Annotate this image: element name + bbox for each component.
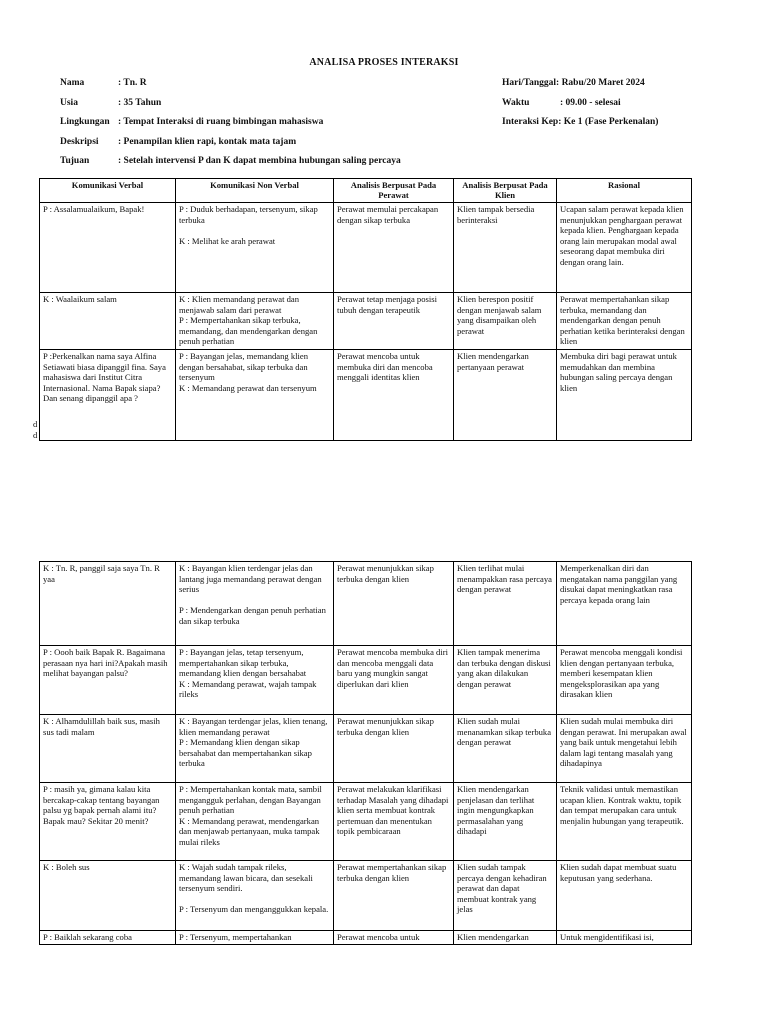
meta-row-waktu — [502, 98, 702, 118]
cell-verbal: P : Oooh baik Bapak R. Bagaimana perasaan nya hari ini?Apakah masih melihat bayangan palsu? — [40, 646, 176, 715]
cell-non-verbal: P : Bayangan jelas, memandang klien dengan bersahabat, sikap terbuka dan tersenyum K : Memandang perawat dan tersenyum — [176, 350, 334, 441]
meta-row-usia — [60, 98, 500, 118]
meta-value: : 35 Tahun — [118, 97, 162, 108]
meta-label: Usia — [60, 97, 78, 108]
interaction-table-page-2 — [39, 561, 692, 945]
meta-value: : Rabu/20 Maret 2024 — [556, 78, 645, 88]
table-row — [40, 715, 692, 783]
meta-label: Deskripsi — [60, 136, 99, 147]
header-analisis-klien: Analisis Berpusat Pada Klien — [454, 179, 557, 203]
cell-analisis-perawat: Perawat mencoba untuk — [334, 931, 454, 945]
cell-analisis-klien: Klien tampak menerima dan terbuka dengan diskusi yang akan dilakukan dengan perawat — [454, 646, 557, 715]
cell-analisis-perawat: Perawat tetap menjaga posisi tubuh dengan terapeutik — [334, 293, 454, 350]
meta-label: Tujuan — [60, 156, 90, 166]
cell-rasional: Memperkenalkan diri dan mengatakan nama panggilan yang disukai dapat meningkatkan rasa percaya kepada orang lain — [557, 562, 692, 646]
cell-analisis-klien: Klien mendengarkan pertanyaan perawat — [454, 350, 557, 441]
cell-analisis-klien: Klien terlihat mulai menampakkan rasa percaya dengan perawat — [454, 562, 557, 646]
table-row — [40, 861, 692, 931]
meta-value: : Penampilan klien rapi, kontak mata tajam — [118, 136, 297, 147]
table-row — [40, 783, 692, 861]
cell-non-verbal: K : Klien memandang perawat dan menjawab salam dari perawat P : Mempertahankan sikap terbuka, memandang, dan mendengarkan dengan penuh perhatian — [176, 293, 334, 350]
cell-non-verbal: K : Wajah sudah tampak rileks, memandang lawan bicara, dan sesekali tersenyum sendiri. P : Tersenyum dan menganggukkan kepala. — [176, 861, 334, 931]
meta-value: : Tn. R — [118, 78, 147, 88]
meta-label: Hari/Tanggal — [502, 78, 557, 88]
meta-row-nama — [60, 78, 500, 98]
interaction-table-page-1 — [39, 178, 692, 441]
cell-rasional: Membuka diri bagi perawat untuk memudahkan dan membina hubungan saling percaya dengan klien — [557, 350, 692, 441]
cell-verbal: K : Boleh sus — [40, 861, 176, 931]
cell-verbal: P : Assalamualaikum, Bapak! — [40, 203, 176, 293]
cell-verbal: P : masih ya, gimana kalau kita bercakap-cakap tentang bayangan palsu yg bapak pernah alami itu? Bapak mau? Sekitar 20 menit? — [40, 783, 176, 861]
patient-info — [60, 78, 500, 176]
cell-analisis-klien: Klien sudah tampak percaya dengan kehadiran perawat dan dapat membuat kontrak yang jelas — [454, 861, 557, 931]
cell-rasional: Untuk mengidentifikasi isi, — [557, 931, 692, 945]
header-rasional: Rasional — [557, 179, 692, 203]
meta-value: : 09.00 - selesai — [560, 97, 621, 108]
meta-label: Interaksi Kep — [502, 117, 559, 127]
cell-non-verbal: K : Bayangan terdengar jelas, klien tenang, klien memandang perawat P : Memandang klien dengan sikap bersahabat dan mempertahankan sikap terbuka — [176, 715, 334, 783]
meta-row-tujuan — [60, 156, 500, 176]
meta-row-deskripsi — [60, 137, 500, 157]
cell-analisis-klien: Klien tampak bersedia berinteraksi — [454, 203, 557, 293]
cell-analisis-perawat: Perawat menunjukkan sikap terbuka dengan klien — [334, 715, 454, 783]
meta-label: Nama — [60, 78, 85, 88]
cell-analisis-perawat: Perawat melakukan klarifikasi terhadap Masalah yang dihadapi klien serta membuat kontrak pertemuan dan menentukan topik pembicaraan — [334, 783, 454, 861]
page-title: ANALISA PROSES INTERAKSI — [309, 57, 459, 68]
meta-label: Waktu — [502, 97, 530, 108]
meta-row-hari-tanggal — [502, 78, 702, 98]
cell-rasional: Teknik validasi untuk memastikan ucapan klien. Kontrak waktu, topik dan tempat merupakan cara untuk menjalin hubungan yang terapeutik. — [557, 783, 692, 861]
table-row — [40, 203, 692, 293]
cell-analisis-klien: Klien mendengarkan — [454, 931, 557, 945]
meta-row-lingkungan — [60, 117, 500, 137]
cell-analisis-perawat: Perawat mencoba membuka diri dan mencoba menggali data baru yang mungkin sangat diperlukan dari klien — [334, 646, 454, 715]
meta-label: Lingkungan — [60, 117, 110, 127]
cell-analisis-perawat: Perawat mempertahankan sikap terbuka dengan klien — [334, 861, 454, 931]
cell-rasional: Ucapan salam perawat kepada klien menunjukkan penghargaan perawat kepada klien. Penghargaan kepada orang lain merupakan modal awal seseorang dapat membuka diri dengan orang lain. — [557, 203, 692, 293]
cell-non-verbal: P : Mempertahankan kontak mata, sambil mengangguk perlahan, dengan Bayangan penuh perhatian K : Memandang perawat, mendengarkan dan menjawab pertanyaan, muka tampak mulai rileks — [176, 783, 334, 861]
table-header-row — [40, 179, 692, 203]
header-analisis-perawat: Analisis Berpusat Pada Perawat — [334, 179, 454, 203]
cell-non-verbal: P : Tersenyum, mempertahankan — [176, 931, 334, 945]
cell-analisis-klien: Klien berespon positif dengan menjawab salam yang disampaikan oleh perawat — [454, 293, 557, 350]
cell-analisis-klien: Klien mendengarkan penjelasan dan terlihat ingin mengungkapkan permasalahan yang dihadapi — [454, 783, 557, 861]
cell-verbal: K : Waalaikum salam — [40, 293, 176, 350]
cell-non-verbal: P : Duduk berhadapan, tersenyum, sikap terbuka K : Melihat ke arah perawat — [176, 203, 334, 293]
session-info — [502, 78, 702, 137]
margin-mark: d — [33, 430, 38, 440]
cell-analisis-klien: Klien sudah mulai menanamkan sikap terbuka dengan perawat — [454, 715, 557, 783]
cell-rasional: Perawat mempertahankan sikap terbuka, memandang dan mendengarkan dengan penuh perhatian ketika berinteraksi dengan klien — [557, 293, 692, 350]
table-row — [40, 931, 692, 945]
cell-verbal: K : Alhamdulillah baik sus, masih sus tadi malam — [40, 715, 176, 783]
cell-verbal: K : Tn. R, panggil saja saya Tn. R yaa — [40, 562, 176, 646]
table-row — [40, 350, 692, 441]
header-komunikasi-non-verbal: Komunikasi Non Verbal — [176, 179, 334, 203]
table-row — [40, 646, 692, 715]
meta-value: : Ke 1 (Fase Perkenalan) — [558, 117, 659, 127]
table-row — [40, 562, 692, 646]
header-komunikasi-verbal: Komunikasi Verbal — [40, 179, 176, 203]
cell-verbal: P :Perkenalkan nama saya Alfina Setiawati biasa dipanggil fina. Saya mahasiswa dari Institut Citra Internasional. Nama Bapak siapa?Dan senang dipanggil apa ? — [40, 350, 176, 441]
cell-rasional: Klien sudah dapat membuat suatu keputusan yang sederhana. — [557, 861, 692, 931]
cell-verbal: P : Baiklah sekarang coba — [40, 931, 176, 945]
cell-rasional: Klien sudah mulai membuka diri dengan perawat. Ini merupakan awal yang baik untuk mengetahui lebih dalam lagi tentang masalah yang dihadapinya — [557, 715, 692, 783]
cell-analisis-perawat: Perawat menunjukkan sikap terbuka dengan klien — [334, 562, 454, 646]
cell-analisis-perawat: Perawat mencoba untuk membuka diri dan mencoba menggali identitas klien — [334, 350, 454, 441]
cell-non-verbal: K : Bayangan klien terdengar jelas dan lantang juga memandang perawat dengan serius P : Mendengarkan dengan penuh perhatian dan sikap terbuka — [176, 562, 334, 646]
meta-value: : Tempat Interaksi di ruang bimbingan mahasiswa — [118, 117, 324, 127]
cell-analisis-perawat: Perawat memulai percakapan dengan sikap terbuka — [334, 203, 454, 293]
meta-value: : Setelah intervensi P dan K dapat membina hubungan saling percaya — [118, 156, 401, 166]
cell-rasional: Perawat mencoba menggali kondisi klien dengan pertanyaan terbuka, memberi kesempatan klien mengeksplorasikan apa yang dirasakan klien — [557, 646, 692, 715]
cell-non-verbal: P : Bayangan jelas, tetap tersenyum, mempertahankan sikap terbuka, memandang klien dengan bersahabat K : Memandang perawat, wajah tampak rileks — [176, 646, 334, 715]
meta-row-interaksi — [502, 117, 702, 137]
margin-mark: d — [33, 419, 38, 429]
table-row — [40, 293, 692, 350]
